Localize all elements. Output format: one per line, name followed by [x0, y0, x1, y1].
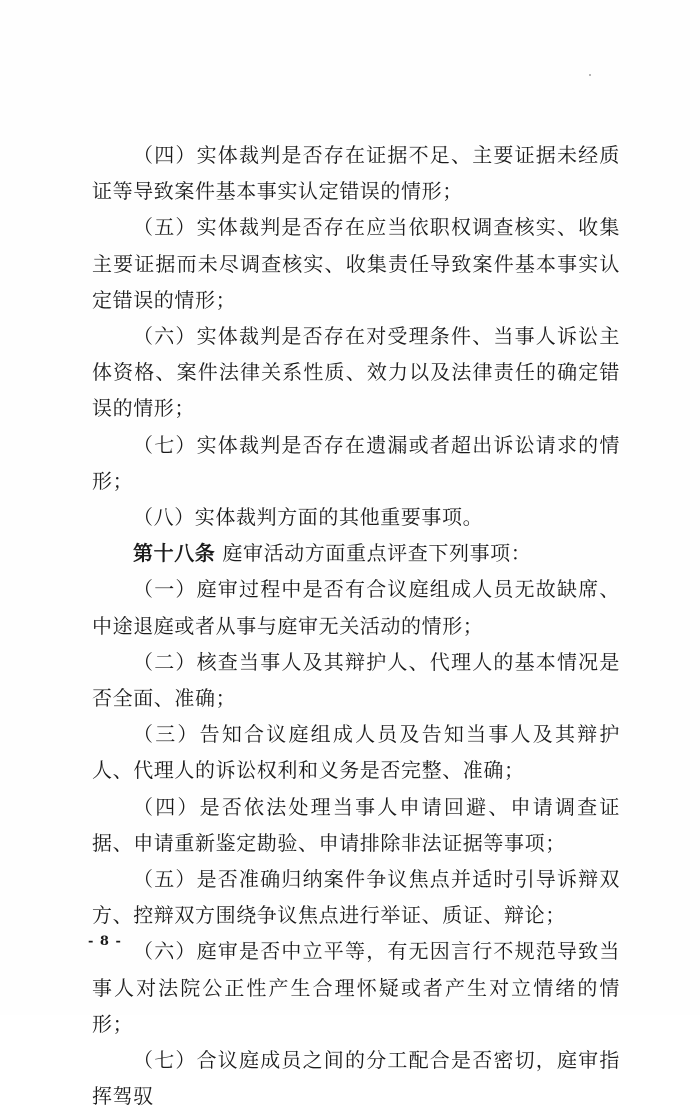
article-18-text: 庭审活动方面重点评查下列事项：	[215, 541, 532, 566]
article-18-item-4: （四）是否依法处理当事人申请回避、申请调查证据、申请重新鉴定勘验、申请排除非法证据等事项；	[92, 794, 620, 855]
article-18	[92, 535, 620, 571]
paragraph-item-6: （六）实体裁判是否存在对受理条件、当事人诉讼主体资格、案件法律关系性质、效力以及法律责任的确定错误的情形；	[92, 324, 620, 421]
article-18-item-6: （六）庭审是否中立平等，有无因言行不规范导致当事人对法院公正性产生合理怀疑或者产生对立情绪的情形；	[92, 939, 620, 1036]
article-18-item-5: （五）是否准确归纳案件争议焦点并适时引导诉辩双方、控辩双方围绕争议焦点进行举证、质证、辩论；	[92, 867, 620, 928]
paragraph-item-4: （四）实体裁判是否存在证据不足、主要证据未经质证等导致案件基本事实认定错误的情形；	[92, 143, 620, 204]
article-18-item-1: （一）庭审过程中是否有合议庭组成人员无故缺席、中途退庭或者从事与庭审无关活动的情形；	[92, 577, 620, 638]
article-18-item-3: （三）告知合议庭组成人员及告知当事人及其辩护人、代理人的诉讼权利和义务是否完整、准确；	[92, 722, 620, 783]
article-18-title: 第十八条	[133, 541, 216, 566]
paragraph-item-8: （八）实体裁判方面的其他重要事项。	[133, 505, 484, 530]
article-18-item-2: （二）核查当事人及其辩护人、代理人的基本情况是否全面、准确；	[92, 649, 620, 711]
paragraph-item-7: （七）实体裁判是否存在遗漏或者超出诉讼请求的情形；	[92, 432, 620, 493]
article-18-item-7: （七）合议庭成员之间的分工配合是否密切，庭审指挥驾驭	[92, 1048, 620, 1109]
document-body	[92, 137, 620, 1114]
scan-mark	[589, 74, 591, 76]
page-number: - 8 -	[88, 934, 122, 949]
paragraph-item-5: （五）实体裁判是否存在应当依职权调查核实、收集主要证据而未尽调查核实、收集责任导致案件基本事实认定错误的情形；	[92, 215, 620, 312]
